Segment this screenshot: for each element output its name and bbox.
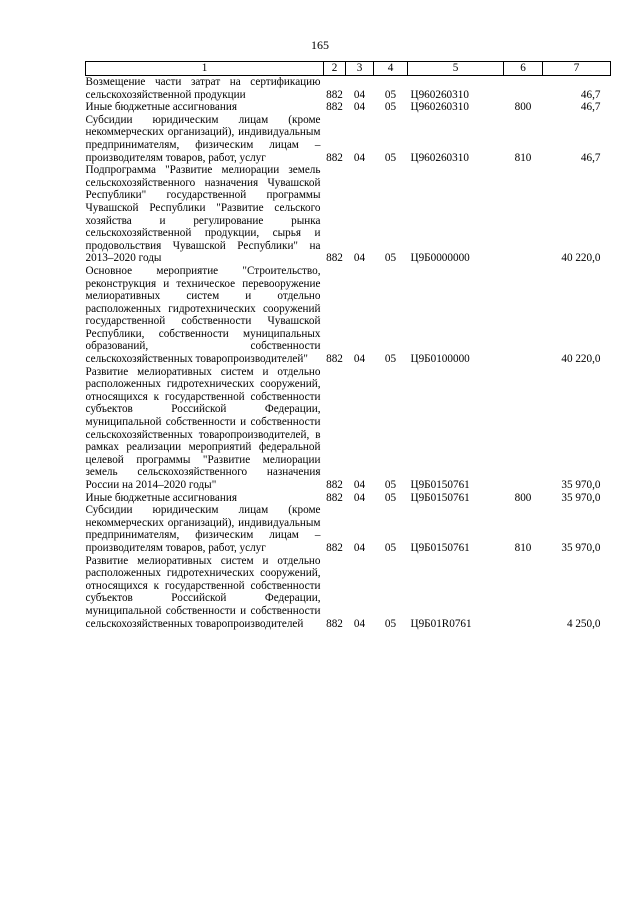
row-vr (504, 265, 543, 366)
row-pr: 05 (384, 491, 397, 504)
row-pr: 05 (384, 541, 397, 554)
row-sum: 35 970,0 (561, 479, 601, 491)
row-name: Возмещение части затрат на сертификацию сельскохозяйственной продукции (85, 76, 321, 101)
row-name: Иные бюджетные ассигнования (85, 491, 237, 504)
row-pr: 05 (384, 101, 397, 114)
row-csr: Ц9Б0150761 (410, 541, 470, 554)
row-rz: 04 (353, 353, 366, 366)
row-vr: 800 (514, 101, 532, 114)
row-pr: 05 (384, 617, 397, 630)
row-gr: 882 (326, 491, 343, 504)
row-rz: 04 (353, 479, 366, 491)
column-header: 4 (374, 62, 408, 76)
row-csr: Ц9Б0150761 (410, 479, 470, 491)
row-sum: 35 970,0 (561, 491, 601, 504)
row-name: Иные бюджетные ассигнования (85, 101, 237, 114)
row-csr: Ц9Б0150761 (410, 491, 470, 504)
table-header-row (86, 62, 611, 76)
column-header: 3 (346, 62, 374, 76)
row-gr: 882 (326, 479, 343, 491)
row-gr: 882 (326, 151, 343, 164)
row-csr: Ц9Б0100000 (410, 353, 470, 366)
row-name: Подпрограмма "Развитие мелиорации земель сельскохозяйственного назначения Чувашской Республики" государственной программы Чувашской Республики "Развитие сельского хозяйства и регулирование рынка сельскохозяйственной продукции, сырья и продовольствия Чувашской Республики" на 2013–2020 годы (85, 164, 321, 265)
row-rz: 04 (353, 252, 366, 265)
row-pr: 05 (384, 479, 397, 491)
row-sum: 46,7 (580, 101, 601, 114)
column-header: 5 (408, 62, 504, 76)
row-pr: 05 (384, 151, 397, 164)
row-vr (504, 366, 543, 492)
row-csr: Ц9Б01R0761 (410, 617, 472, 630)
table-row (86, 164, 611, 265)
row-rz: 04 (353, 151, 366, 164)
column-header: 1 (86, 62, 324, 76)
row-gr: 882 (326, 617, 343, 630)
row-gr: 882 (326, 101, 343, 114)
table-row (86, 76, 611, 102)
row-name: Развитие мелиоративных систем и отдельно расположенных гидротехнических сооружений, относящихся к государственной собственности субъектов Российской Федерации, муниципальной собственности и собственности сельскохозяйственных товаропроизводителей (85, 554, 321, 630)
row-vr (504, 555, 543, 631)
column-header: 2 (324, 62, 346, 76)
row-pr: 05 (384, 353, 397, 366)
row-sum: 35 970,0 (561, 541, 601, 554)
row-rz: 04 (353, 88, 366, 101)
row-csr: Ц960260310 (410, 88, 469, 101)
row-sum: 46,7 (580, 88, 601, 101)
table-row (86, 366, 611, 492)
table-row (86, 492, 611, 505)
row-rz: 04 (353, 101, 366, 114)
row-vr: 810 (514, 151, 532, 164)
row-csr: Ц960260310 (410, 151, 469, 164)
row-sum: 40 220,0 (561, 353, 601, 366)
row-rz: 04 (353, 541, 366, 554)
row-rz: 04 (353, 491, 366, 504)
column-header: 6 (504, 62, 543, 76)
row-sum: 40 220,0 (561, 252, 601, 265)
row-rz: 04 (353, 617, 366, 630)
row-pr: 05 (384, 252, 397, 265)
row-name: Развитие мелиоративных систем и отдельно расположенных гидротехнических сооружений, относящихся к государственной собственности субъектов Российской Федерации, муниципальной собственности и собственности сельскохозяйственных товаропроизводителей, в рамках реализации мероприятий федеральной целевой программы "Развитие мелиорации земель сельскохозяйственного назначения России на 2014–2020 годы" (85, 365, 321, 491)
row-gr: 882 (326, 88, 343, 101)
table-row (86, 265, 611, 366)
row-gr: 882 (326, 252, 343, 265)
row-name: Субсидии юридическим лицам (кроме некоммерческих организаций), индивидуальным предпринимателям, физическим лицам – производителям товаров, работ, услуг (85, 504, 321, 554)
table-row (86, 555, 611, 631)
row-gr: 882 (326, 541, 343, 554)
row-vr: 800 (514, 491, 532, 504)
row-vr (504, 164, 543, 265)
row-sum: 46,7 (580, 151, 601, 164)
row-csr: Ц960260310 (410, 101, 469, 114)
row-pr: 05 (384, 88, 397, 101)
row-name: Субсидии юридическим лицам (кроме некоммерческих организаций), индивидуальным предпринимателям, физическим лицам – производителям товаров, работ, услуг (85, 113, 321, 164)
table-row (86, 114, 611, 164)
row-gr: 882 (326, 353, 343, 366)
row-csr: Ц9Б0000000 (410, 252, 470, 265)
page-number: 165 (311, 38, 329, 52)
table-row (86, 101, 611, 114)
row-sum: 4 250,0 (566, 617, 601, 630)
row-vr (504, 76, 543, 102)
row-name: Основное мероприятие "Строительство, реконструкция и техническое перевооружение мелиоративных систем и отдельно расположенных гидротехнических сооружений государственной собственности Чувашской Республики, собственности муниципальных образований, собственности сельскохозяйственных товаропроизводителей" (85, 264, 321, 366)
budget-table (85, 61, 611, 630)
table-row (86, 504, 611, 554)
row-vr: 810 (514, 541, 532, 554)
column-header: 7 (543, 62, 611, 76)
